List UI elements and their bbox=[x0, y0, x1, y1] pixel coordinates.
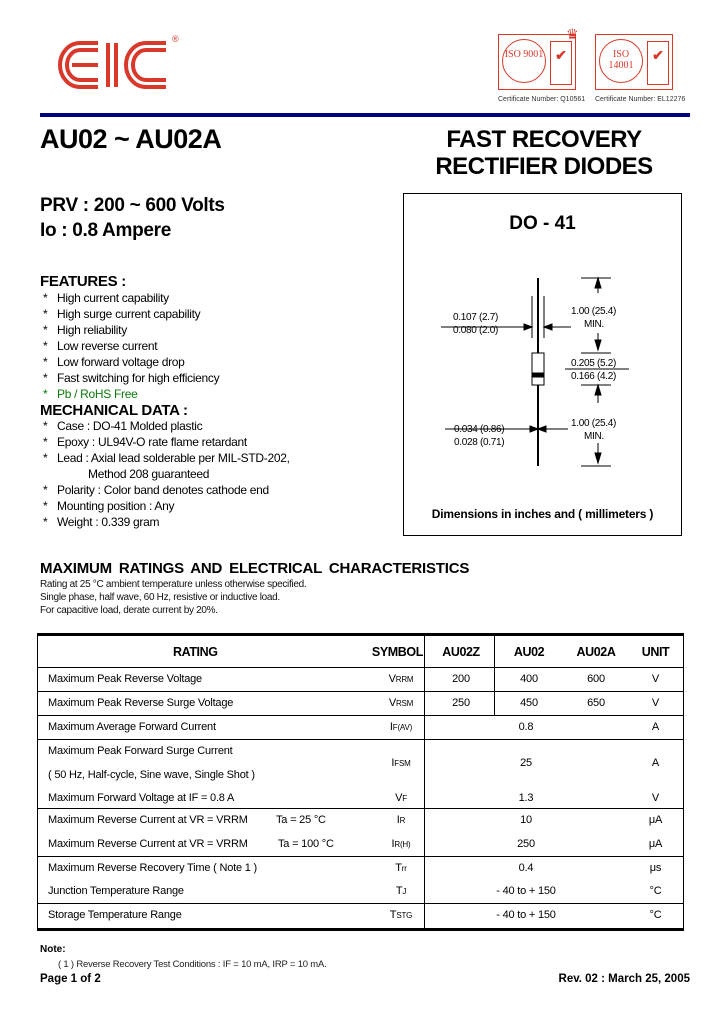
check-icon: ✔ bbox=[550, 41, 572, 85]
do41-dimension-drawing bbox=[403, 193, 682, 536]
note-text: ( 1 ) Reverse Recovery Test Conditions : IF = 10 mA, IRP = 10 mA. bbox=[58, 959, 327, 970]
registered-mark: ® bbox=[172, 34, 179, 44]
col-symbol: SYMBOL bbox=[371, 645, 423, 659]
device-type-line2: RECTIFIER DIODES bbox=[435, 153, 653, 180]
col-rating: RATING bbox=[173, 645, 218, 659]
prv-spec: PRV : 200 ~ 600 Volts bbox=[40, 195, 225, 216]
rohs-list-item: * Pb / RoHS Free bbox=[43, 387, 138, 401]
list-item: * Mounting position : Any bbox=[43, 499, 175, 513]
dim-lead-length-bottom: 1.00 (25.4) bbox=[571, 418, 617, 429]
list-item: * High reliability bbox=[43, 323, 127, 337]
table-row: Storage Temperature Range TSTG - 40 to + 150 °C bbox=[48, 909, 662, 921]
table-row: Maximum Peak Reverse Voltage VRRM 200 400 600 V bbox=[38, 668, 683, 692]
features-list bbox=[40, 290, 219, 402]
dim-body-length-max: 0.205 (5.2) bbox=[571, 358, 617, 369]
mechanical-heading: MECHANICAL DATA : bbox=[40, 402, 188, 419]
note-heading: Note: bbox=[40, 944, 66, 955]
col-au02z: AU02Z bbox=[442, 645, 480, 659]
io-spec: Io : 0.8 Ampere bbox=[40, 220, 172, 241]
dim-lead-dia-max: 0.034 (0.86) bbox=[454, 424, 505, 435]
ratings-table bbox=[37, 633, 684, 931]
ratings-conditions: Rating at 25 °C ambient temperature unless otherwise specified. Single phase, half wave, 60 Hz, resistive or inductive load. For capacitive load, derate current by 20%. bbox=[40, 579, 307, 616]
page-number: Page 1 of 2 bbox=[40, 973, 101, 985]
list-item: * Case : DO-41 Molded plastic bbox=[43, 419, 203, 433]
list-item: * Fast switching for high efficiency bbox=[43, 371, 220, 385]
col-au02a: AU02A bbox=[576, 645, 616, 659]
list-item: * High surge current capability bbox=[43, 307, 201, 321]
table-row: Maximum Average Forward Current IF(AV) 0.8 A bbox=[38, 716, 683, 740]
dim-lead-length-bottom-min: MIN. bbox=[584, 431, 604, 442]
list-item: * Lead : Axial lead solderable per MIL-STD-202, bbox=[43, 451, 290, 465]
dim-lead-dia-min: 0.028 (0.71) bbox=[454, 437, 505, 448]
header-rule-left bbox=[40, 113, 400, 117]
ukas-check-icon: ✔ bbox=[647, 41, 669, 85]
dim-lead-length-top-min: MIN. bbox=[584, 319, 604, 330]
mechanical-list bbox=[40, 418, 290, 530]
package-caption: Dimensions in inches and ( millimeters ) bbox=[431, 507, 654, 521]
col-au02: AU02 bbox=[513, 645, 545, 659]
table-row: Maximum Reverse Recovery Time ( Note 1 ) Trr 0.4 μs Junction Temperature Range TJ - 40 to + 150 °C bbox=[38, 857, 683, 904]
revision-date: Rev. 02 : March 25, 2005 bbox=[558, 973, 690, 985]
list-item: * Low forward voltage drop bbox=[43, 355, 185, 369]
table-row: Maximum Reverse Current at VR = VRRM Ta = 25 °C IR 10 μA Maximum Reverse Current at VR = VRRM Ta = 100 °C IR(H) 250 μA bbox=[38, 809, 683, 857]
ratings-heading: MAXIMUM RATINGS AND ELECTRICAL CHARACTERISTICS bbox=[40, 560, 470, 577]
dim-body-dia-min: 0.080 (2.0) bbox=[453, 325, 499, 336]
iso-14001-seal: ISO 14001 bbox=[599, 39, 643, 83]
col-unit: UNIT bbox=[641, 645, 670, 659]
iso-9001-seal: ISO 9001 bbox=[502, 39, 546, 83]
iso-14001-cert-badge bbox=[595, 34, 673, 90]
package-title: DO - 41 bbox=[509, 213, 576, 234]
list-item: * Polarity : Color band denotes cathode end bbox=[43, 483, 269, 497]
list-item: * Low reverse current bbox=[43, 339, 158, 353]
table-header-row bbox=[38, 636, 683, 668]
cert-number-14001: Certificate Number: EL12276 bbox=[595, 96, 686, 103]
dim-lead-length-top: 1.00 (25.4) bbox=[571, 306, 617, 317]
list-item: * Weight : 0.339 gram bbox=[43, 515, 160, 529]
header-rule-right bbox=[400, 113, 690, 117]
cert-number-9001: Certificate Number: Q10561 bbox=[498, 96, 586, 103]
crown-icon: ♛ bbox=[566, 26, 579, 42]
features-heading: FEATURES : bbox=[40, 273, 126, 290]
table-row: Maximum Peak Forward Surge Current ( 50 Hz, Half-cycle, Sine wave, Single Shot ) IFSM 25 A Maximum Forward Voltage at IF = 0.8 A VF 1.3 V bbox=[38, 740, 683, 809]
device-type-line1: FAST RECOVERY bbox=[446, 126, 642, 153]
list-item: * High current capability bbox=[43, 291, 169, 305]
device-type-title bbox=[410, 126, 678, 180]
eic-logo bbox=[58, 35, 178, 95]
iso-9001-cert-badge bbox=[498, 34, 576, 90]
list-item-continuation: Method 208 guaranteed bbox=[88, 467, 210, 481]
dim-body-length-min: 0.166 (4.2) bbox=[571, 371, 617, 382]
part-number-title: AU02 ~ AU02A bbox=[40, 124, 222, 154]
list-item: * Epoxy : UL94V-O rate flame retardant bbox=[43, 435, 247, 449]
table-row: Maximum Peak Reverse Surge Voltage VRSM 250 450 650 V bbox=[38, 692, 683, 716]
dim-body-dia-max: 0.107 (2.7) bbox=[453, 312, 499, 323]
